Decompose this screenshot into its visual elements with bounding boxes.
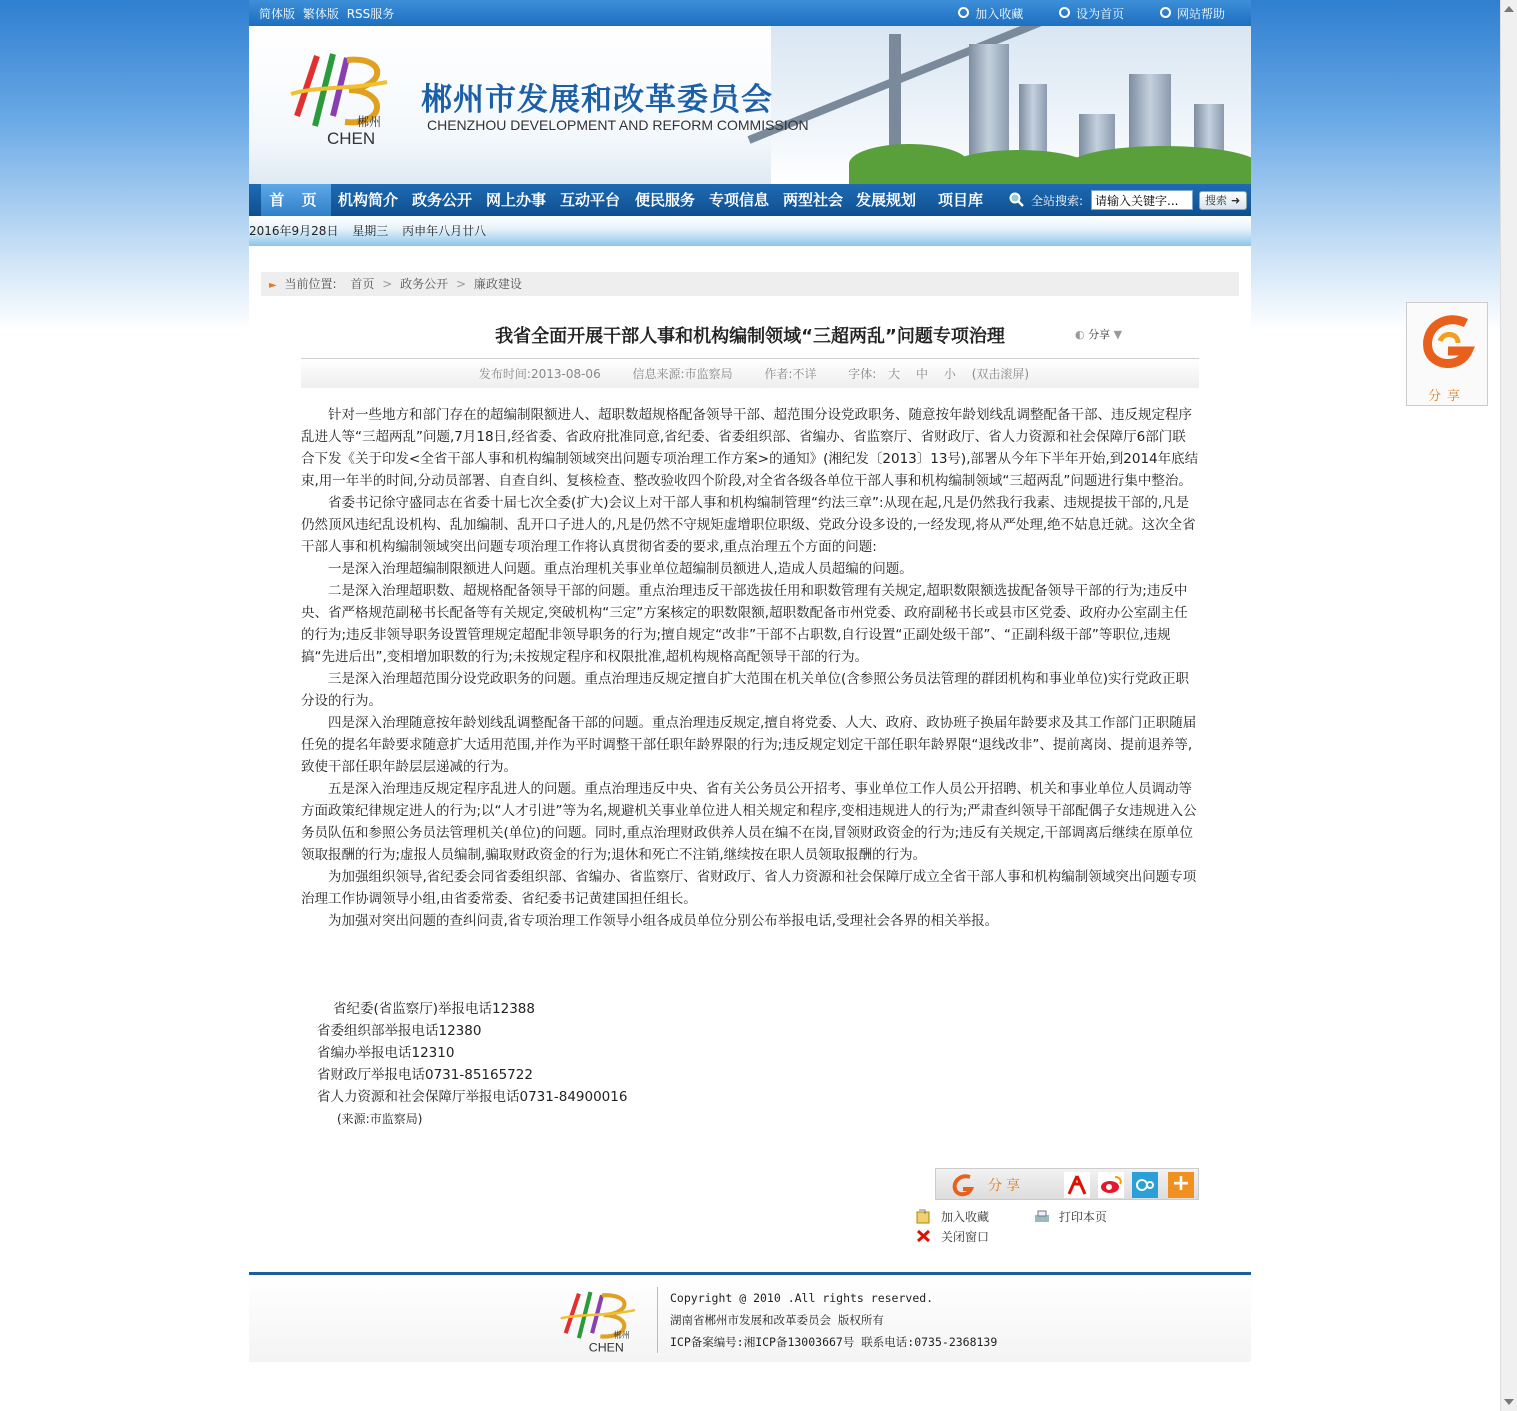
search-input[interactable]	[1091, 190, 1193, 210]
chenzhou-logo	[287, 46, 399, 146]
close-icon	[915, 1228, 933, 1244]
chevron-right-icon: >	[382, 277, 393, 291]
tree	[949, 150, 1089, 184]
share-icon: ◐	[1075, 328, 1085, 341]
breadcrumb-item-gov-affairs[interactable]: 政务公开	[400, 277, 449, 291]
search-button-label: 搜索	[1205, 194, 1227, 207]
weibo-icon[interactable]	[1098, 1172, 1124, 1198]
hotline-item: 省委组织部举报电话12380	[317, 1023, 482, 1039]
article-meta	[301, 358, 1199, 388]
nav-item-public-service[interactable]: 便民服务	[635, 191, 696, 209]
breadcrumb-arrow-icon: ►	[269, 280, 277, 291]
hotline-item: 省财政厅举报电话0731-85165722	[317, 1067, 533, 1083]
weekday-text: 星期三	[352, 224, 389, 238]
article-paragraph: 五是深入治理违反规定程序乱进人的问题。重点治理违反中央、省有关公务员公开招考、事业单位工作人员公开招聘、机关和事业单位人员调动等方面政策纪律规定进人的行为;以“人才引进”等为名,规避机关事业单位进人相关规定和程序,变相违规进人的行为;严肃查纠领导干部配偶子女违规进入公务员队伍和参照公务员法管理机关(单位)的问题。同时,重点治理财政供养人员在编不在岗,冒领财政资金的行为;违反有关规定,干部调离后继续在原单位领取报酬的行为;虚报人员编制,骗取财政资金的行为;退休和死亡不注销,继续按在职人员领取报酬的行为。	[301, 781, 1197, 863]
article-paragraph: 二是深入治理超职数、超规格配备领导干部的问题。重点治理违反干部选拔任用和职数管理有关规定,超职数限额选拔配备领导干部的行为;违反中央、省严格规范副秘书长配备等有关规定,突破机构“三定”方案核定的职数限额,超职数配备市州党委、政府副秘书长或县市区党委、政府办公室副主任的行为;违反非领导职务设置管理规定超配非领导职务的行为;擅自规定“改非”干部不占职数,自行设置“正副处级干部”、“正副科级干部”等职位,违规搞“先进后出”,变相增加职数的行为;未按规定程序和权限批准,超机构规格高配领导干部的行为。	[301, 583, 1188, 665]
publish-time: 发布时间:2013-08-06	[478, 367, 601, 381]
footer-icp: ICP备案编号:湘ICP备13003667号 联系电话:0735-2368139	[670, 1335, 998, 1349]
nav-item-interaction[interactable]: 互动平台	[560, 191, 621, 209]
hotline-item: 省纪委(省监察厅)举报电话12388	[333, 1001, 535, 1017]
article-paragraph: 四是深入治理随意按年龄划线乱调整配备干部的问题。重点治理违反规定,擅自将党委、人大、政府、政协班子换届年龄要求及其工作部门正职随届任免的提名年龄要求随意扩大适用范围,并作为平时调整干部任职年龄界限的行为;违反规定划定干部任职年龄界限“退线改非”、提前离岗、提前退养等,致使干部任职年龄层层递减的行为。	[301, 715, 1197, 775]
font-size-large-button[interactable]: 大	[888, 367, 901, 381]
hotline-item: 省编办举报电话12310	[317, 1045, 455, 1061]
footer-divider	[657, 1287, 658, 1353]
share-bar-label: 分享	[988, 1178, 1024, 1194]
printer-icon	[1033, 1209, 1051, 1225]
search-button[interactable]	[1199, 191, 1247, 210]
footer-logo	[555, 1287, 649, 1353]
close-window-label: 关闭窗口	[941, 1229, 990, 1244]
nav-item-about[interactable]: 机构简介	[338, 191, 399, 209]
footer	[249, 1272, 1251, 1362]
font-size-small-button[interactable]: 小	[943, 367, 956, 381]
logo-text: 郴州	[357, 115, 382, 129]
nav-item-gov-affairs[interactable]: 政务公开	[412, 191, 473, 209]
logo-sub: CHEN	[327, 129, 376, 146]
font-size-medium-button[interactable]: 中	[916, 367, 929, 381]
breadcrumb-label: 当前位置:	[284, 277, 337, 291]
renren-icon[interactable]	[1064, 1172, 1090, 1198]
article-paragraph: 为加强对突出问题的查纠问责,省专项治理工作领导小组各成员单位分别公布举报电话,受理社会各界的相关举报。	[328, 913, 999, 929]
set-home-link[interactable]: 设为首页	[1059, 7, 1124, 21]
share-bar	[935, 1168, 1199, 1200]
scroll-down-arrow-icon[interactable]	[1504, 1399, 1514, 1405]
article-paragraph: 省委书记徐守盛同志在省委十届七次全委(扩大)会议上对干部人事和机构编制管理“约法三章”:从现在起,凡是仍然我行我素、违规提拔干部的,凡是仍然顶风违纪乱设机构、乱加编制、乱开口子进人的,凡是仍然不守规矩虚增职位职级、党政分设多设的,一经发现,将从严处理,绝不姑息迁就。这次全省干部人事和机构编制领域突出问题专项治理工作将认真贯彻省委的要求,重点治理五个方面的问题:	[301, 495, 1196, 555]
nav-item-planning[interactable]: 发展规划	[856, 191, 917, 209]
floating-share-button[interactable]	[1406, 302, 1488, 406]
info-source: 信息来源:市监察局	[632, 367, 733, 381]
author: 作者:不详	[764, 367, 817, 381]
date-text: 2016年9月28日	[249, 224, 339, 238]
date-bar	[249, 216, 1251, 246]
share-logo-icon	[950, 1172, 976, 1198]
page	[249, 0, 1251, 1411]
nav-item-online-service[interactable]: 网上办事	[486, 191, 547, 209]
chevron-down-icon: ▼	[1113, 328, 1123, 341]
print-action[interactable]	[1033, 1208, 1127, 1225]
more-share-button[interactable]: +	[1168, 1172, 1194, 1198]
share-dropdown[interactable]	[1075, 326, 1122, 342]
font-size-label: 字体:	[848, 367, 877, 381]
hotline-list	[317, 998, 627, 1130]
scroll-up-arrow-icon[interactable]	[1504, 6, 1514, 12]
site-title: 郴州市发展和改革委员会	[421, 82, 773, 118]
double-click-scroll-hint: (双击滚屏)	[971, 367, 1030, 381]
arrow-right-icon: ➜	[1231, 194, 1241, 207]
help-link[interactable]: 网站帮助	[1160, 7, 1225, 21]
add-favorite-link[interactable]: 加入收藏	[958, 7, 1023, 21]
article-body	[301, 404, 1199, 932]
main-nav	[249, 184, 1251, 216]
nav-item-two-type-society[interactable]: 两型社会	[783, 191, 844, 209]
rss-link[interactable]: RSS服务	[346, 7, 395, 21]
favorite-icon	[915, 1209, 933, 1225]
simplified-link[interactable]: 简体版	[259, 7, 296, 21]
footer-logo-text: 郴州	[613, 1330, 631, 1341]
print-label: 打印本页	[1058, 1210, 1107, 1224]
traditional-link[interactable]: 繁体版	[302, 7, 339, 21]
article-paragraph: 三是深入治理超范围分设党政职务的问题。重点治理违反规定擅自扩大范围在机关单位(含参照公务员法管理的群团机构和事业单位)实行党政正职分设的行为。	[301, 671, 1190, 709]
breadcrumb-item-home[interactable]: 首页	[350, 277, 375, 291]
floating-share-label: 分享	[1427, 389, 1466, 404]
footer-copyright: Copyright @ 2010 .All rights reserved.	[670, 1291, 934, 1305]
article-paragraph: 针对一些地方和部门存在的超编制限额进人、超职数超规格配备领导干部、超范围分设党政职务、随意按年龄划线乱调整配备干部、违反规定程序乱进人等“三超两乱”问题,7月18日,经省委、省政府批准同意,省纪委、省委组织部、省编办、省监察厅、省财政厅、省人力资源和社会保障厅6部门联合下发《关于印发<全省干部人事和机构编制领域突出问题专项治理工作方案>的通知》(湘纪发〔2013〕13号),部署从今年下半年开始,到2014年底结束,用一年半的时间,分动员部署、自查自纠、复核检查、整改验收四个阶段,对全省各级各单位干部人事和机构编制领域“三超两乱”问题进行集中整治。	[301, 407, 1199, 489]
search-icon	[1009, 192, 1025, 208]
hotline-item: 省人力资源和社会保障厅举报电话0731-84900016	[317, 1089, 628, 1105]
nav-item-home[interactable]: 首 页	[261, 184, 331, 216]
chevron-right-icon: >	[455, 277, 467, 291]
breadcrumb-item-integrity[interactable]: 廉政建设	[473, 277, 522, 291]
nav-item-project-library[interactable]: 项目库	[938, 191, 984, 209]
share-dropdown-label: 分享	[1088, 328, 1111, 341]
article-paragraph: 一是深入治理超编制限额进人问题。重点治理机关事业单位超编制员额进人,造成人员超编的问题。	[328, 561, 913, 577]
article-origin: (来源:市监察局)	[337, 1112, 423, 1126]
add-favorite-action[interactable]	[915, 1208, 1009, 1225]
tree	[1069, 146, 1251, 184]
search-label: 全站搜索:	[1031, 194, 1084, 208]
lunar-date-text: 丙申年八月廿八	[402, 224, 487, 238]
qzone-icon[interactable]	[1132, 1172, 1158, 1198]
header-banner	[249, 26, 1251, 184]
article-paragraph: 为加强组织领导,省纪委会同省委组织部、省编办、省监察厅、省财政厅、省人力资源和社会保障厅成立全省干部人事和机构编制领域突出问题专项治理工作协调领导小组,由省委常委、省纪委书记黄建国担任组长。	[301, 869, 1197, 907]
nav-item-special-info[interactable]: 专项信息	[709, 191, 770, 209]
site-subtitle: CHENZHOU DEVELOPMENT AND REFORM COMMISSION	[427, 117, 809, 133]
share-logo-icon	[1418, 311, 1478, 371]
footer-owner: 湖南省郴州市发展和改革委员会 版权所有	[670, 1313, 884, 1327]
add-favorite-label: 加入收藏	[941, 1210, 990, 1224]
vertical-scrollbar[interactable]	[1500, 0, 1517, 1411]
breadcrumb	[261, 272, 1239, 296]
footer-logo-sub: CHEN	[588, 1340, 624, 1353]
article-title: 我省全面开展干部人事和机构编制领域“三超两乱”问题专项治理	[495, 326, 1005, 347]
page-actions	[915, 1208, 1251, 1247]
footer-text	[670, 1287, 997, 1353]
close-window-action[interactable]	[915, 1228, 1009, 1245]
top-bar	[249, 0, 1251, 26]
